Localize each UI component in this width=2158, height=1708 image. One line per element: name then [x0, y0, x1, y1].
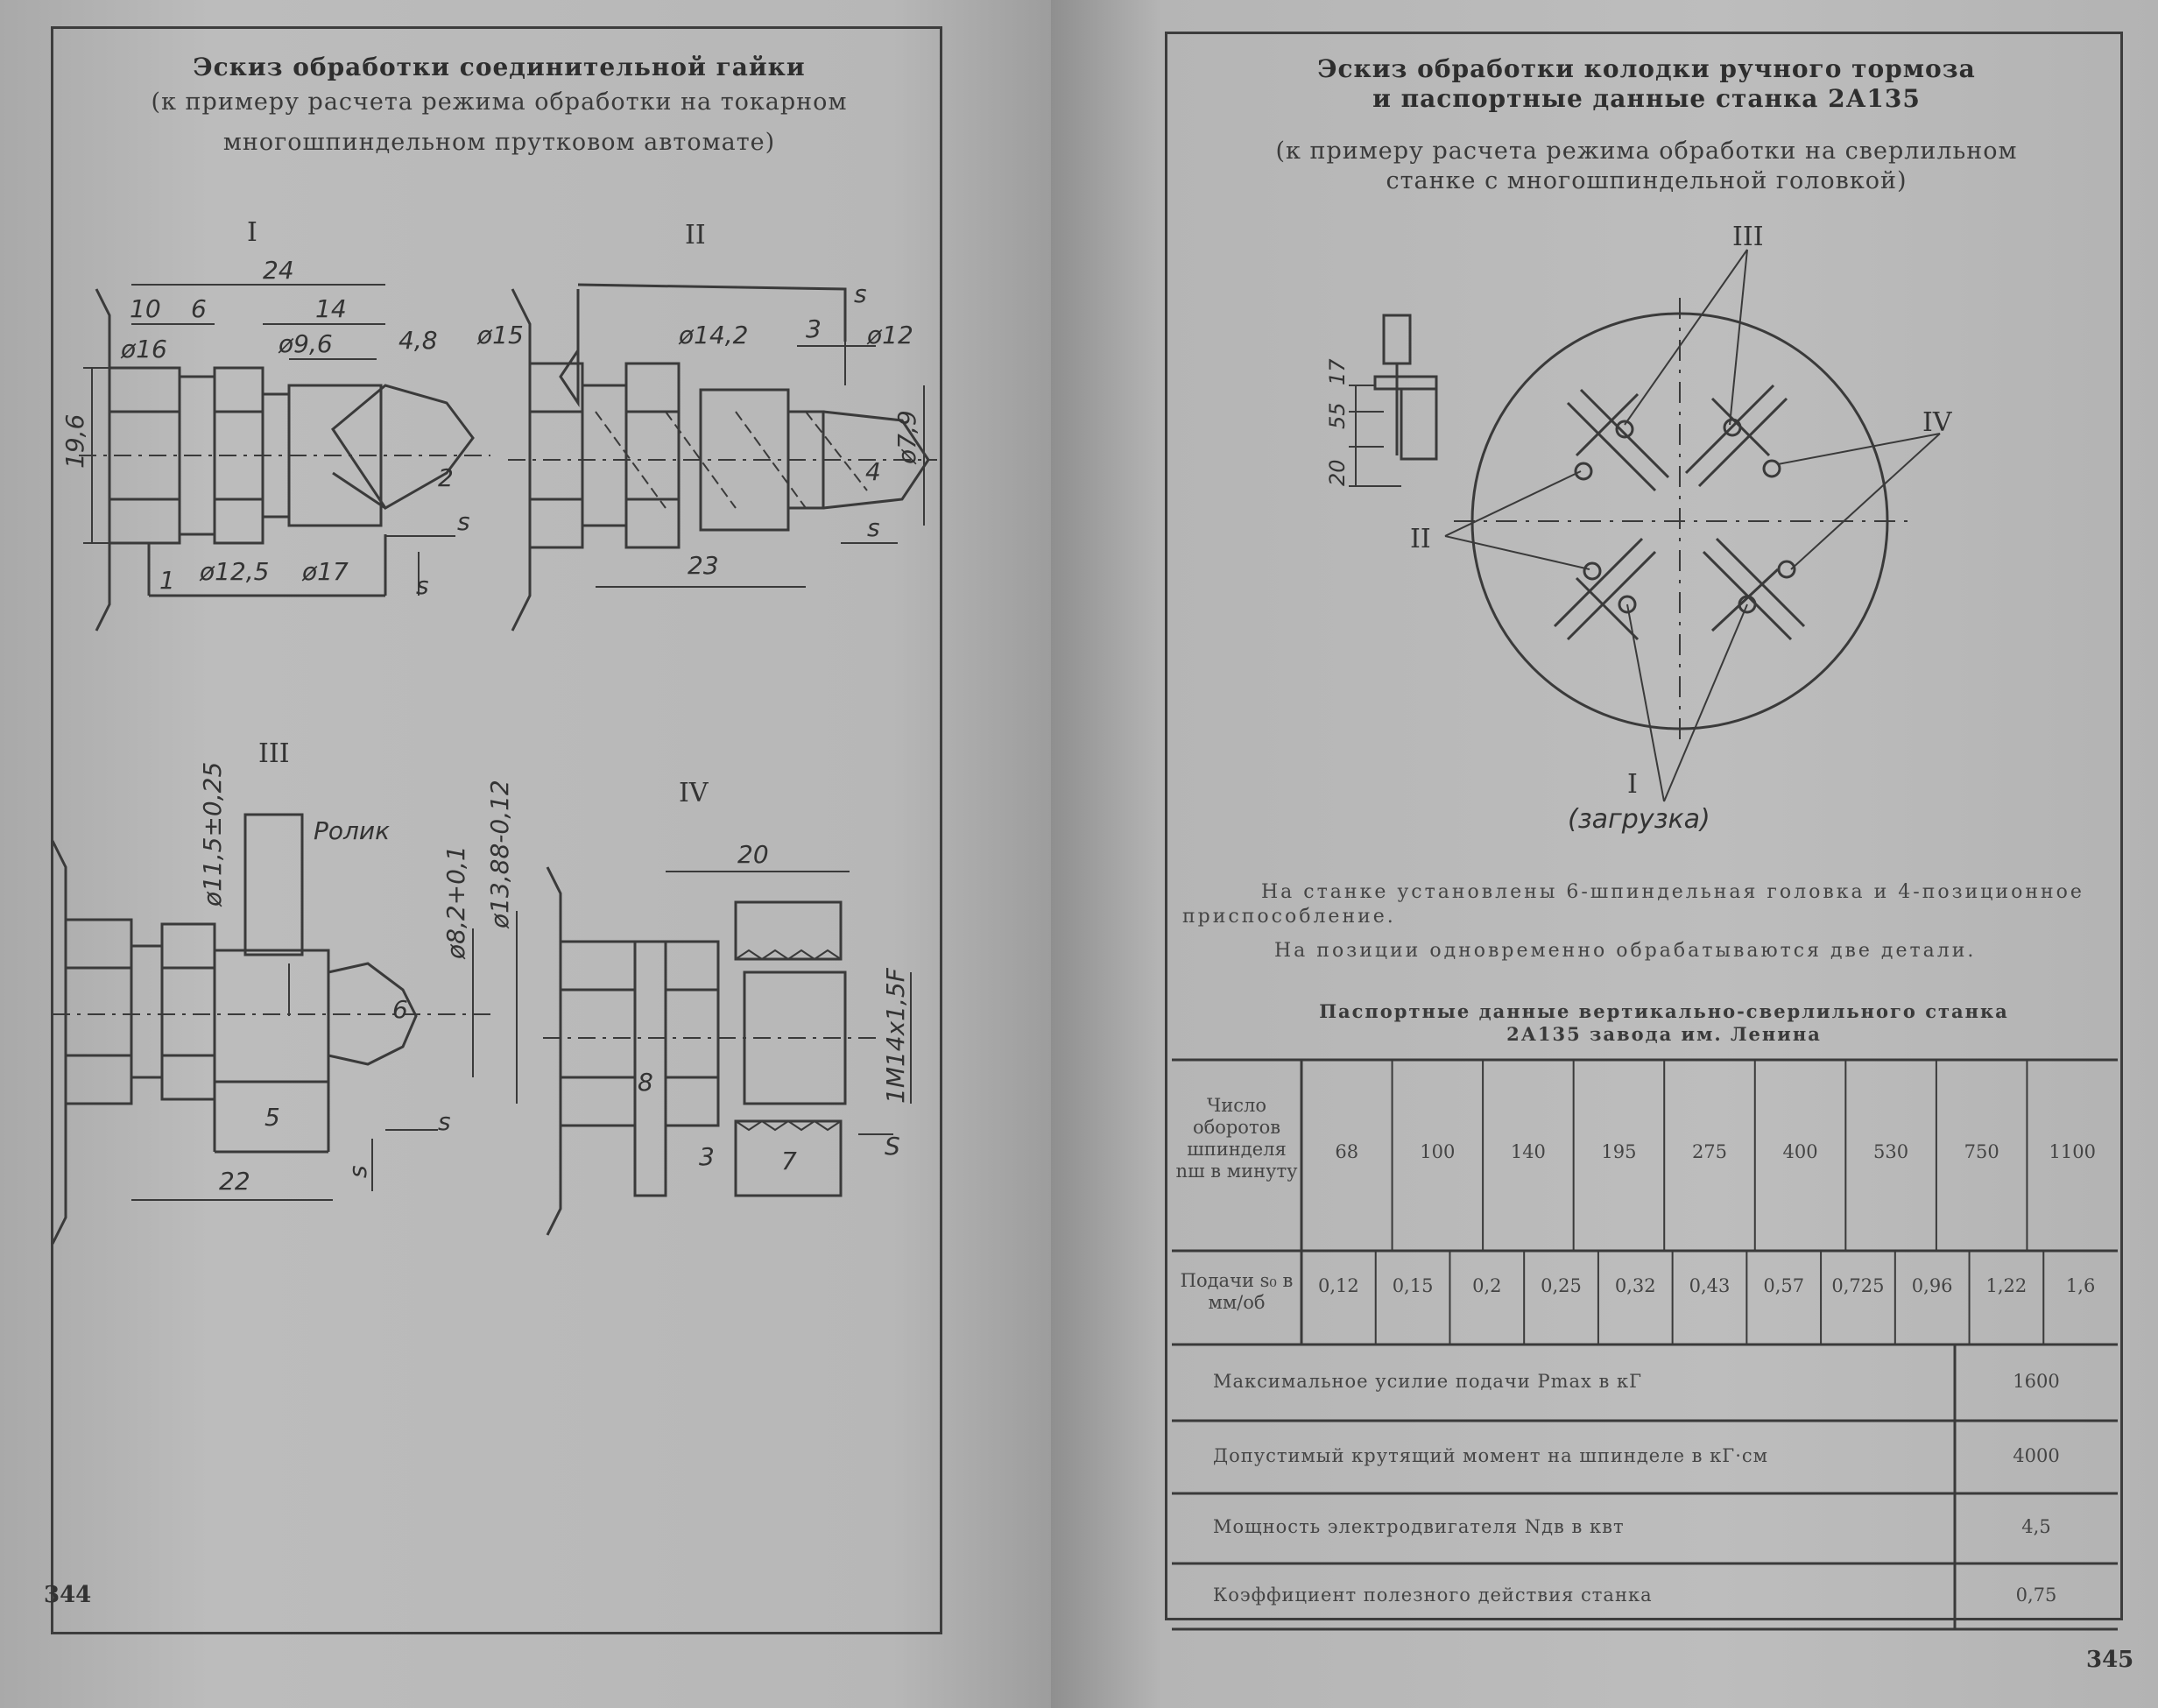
spindle-speed-cell: 68	[1335, 1141, 1359, 1162]
sketch-3-label: III	[258, 738, 290, 769]
right-page-title-line-2: и паспортные данные станка 2А135	[1372, 84, 1921, 113]
dim-22: 22	[219, 1167, 250, 1196]
spindle-speed-cell: 275	[1691, 1141, 1728, 1162]
dim-20: 20	[737, 840, 769, 869]
param-value: 1600	[2013, 1370, 2060, 1392]
feed-cell: 0,25	[1541, 1275, 1582, 1296]
dim-d9-6: ø9,6	[279, 329, 333, 358]
table-caption-line-1: Паспортные данные вертикально-сверлильного станка	[1319, 1000, 2009, 1022]
feed-cell: 0,725	[1831, 1275, 1885, 1296]
note-position: На позиции одновременно обрабатываются две детали.	[1274, 940, 1977, 962]
left-page-subtitle-line-2: многошпиндельном прутковом автомате)	[222, 129, 776, 156]
sketch-4-drawing	[543, 867, 911, 1235]
spindle-speed-cell: 400	[1782, 1141, 1818, 1162]
feed-column-dividers	[1376, 1251, 2044, 1345]
diagram-label-II: II	[1410, 524, 1431, 554]
spindle-speed-cell: 140	[1510, 1141, 1546, 1162]
right-page-subtitle-line-1: (к примеру расчета режима обработки на сверлильном	[1275, 138, 2018, 165]
dim-4-8: 4,8	[398, 326, 438, 355]
feed-cell: 1,6	[2065, 1275, 2096, 1296]
param-label: Максимальное усилие подачи Pmax в кГ	[1213, 1370, 1643, 1392]
feed-cell: 0,43	[1689, 1275, 1731, 1296]
sketch-3-feed-s-horizontal: s	[438, 1107, 451, 1136]
dim-d13-88: ø13,88-0,12	[485, 780, 514, 928]
sketch-3-pos-5: 5	[264, 1103, 280, 1132]
sketch-1-pos-1: 1	[159, 566, 175, 595]
sketch-2-pos-3: 3	[806, 314, 822, 343]
dim-d12: ø12	[867, 321, 913, 349]
dim-3: 3	[699, 1142, 715, 1171]
feed-cell: 0,32	[1614, 1275, 1656, 1296]
right-page-number: 345	[2086, 1647, 2134, 1673]
param-label: Допустимый крутящий момент на шпинделе в кГ·см	[1213, 1444, 1768, 1466]
right-page-title-line-1: Эскиз обработки колодки ручного тормоза	[1317, 54, 1976, 83]
feed-cell: 1,22	[1985, 1275, 2028, 1296]
side-dim-17: 17	[1325, 358, 1350, 385]
feed-cell: 0,2	[1472, 1275, 1502, 1296]
dim-24: 24	[263, 256, 294, 285]
diagram-label-IV: IV	[1922, 407, 1952, 438]
table-caption-line-2: 2А135 завода им. Ленина	[1506, 1023, 1822, 1045]
sketch-3-feed-s-vertical: s	[343, 1165, 372, 1178]
dim-d16: ø16	[121, 335, 167, 363]
param-value: 0,75	[2015, 1584, 2057, 1606]
feed-cell: 0,15	[1392, 1275, 1434, 1296]
param-label: Мощность электродвигателя Nдв в квт	[1213, 1516, 1625, 1537]
diagram-label-III: III	[1732, 222, 1764, 252]
param-label: Коэффициент полезного действия станка	[1213, 1584, 1653, 1606]
spindle-speed-header: Число оборотов шпинделя nш в минуту	[1175, 1095, 1298, 1182]
dim-23: 23	[688, 551, 719, 580]
diagram-label-I: I	[1627, 769, 1638, 800]
feed-header: Подачи s₀ в мм/об	[1180, 1270, 1294, 1313]
sketch-3-pos-6: 6	[392, 995, 408, 1024]
diagram-label-loading: (загрузка)	[1568, 804, 1710, 835]
spindle-speed-cell: 1100	[2049, 1141, 2096, 1162]
sketch-4-label: IV	[679, 778, 709, 808]
dim-d7-9: ø7,9	[892, 410, 921, 464]
feed-cell: 0,57	[1763, 1275, 1805, 1296]
dim-d14-2: ø14,2	[679, 321, 749, 349]
sketch-2-feed-s-horizontal: s	[867, 513, 880, 542]
sketch-2-feed-s-vertical: s	[854, 279, 867, 308]
sketch-4-feed-s: S	[885, 1132, 900, 1161]
spindle-speed-cell: 100	[1420, 1141, 1456, 1162]
feed-cell: 0,96	[1911, 1275, 1953, 1296]
dim-d8-2: ø8,2+0,1	[441, 845, 470, 959]
right-page-subtitle-line-2: станке с многошпиндельной головкой)	[1386, 167, 1908, 194]
sketch-1-label: I	[247, 217, 257, 248]
left-page-number: 344	[44, 1582, 92, 1608]
dim-d17: ø17	[302, 557, 349, 586]
spindle-speed-cell: 750	[1964, 1141, 1999, 1162]
note-equipment: На станке установлены 6-шпиндельная головка и 4-позиционное приспособление.	[1182, 881, 2084, 928]
sketch-2-pos-4: 4	[865, 457, 881, 486]
dim-d15: ø15	[477, 321, 524, 349]
left-sketches	[0, 0, 1051, 1708]
sketch-4-pos-7: 7	[781, 1147, 797, 1175]
left-page-title: Эскиз обработки соединительной гайки	[193, 53, 806, 81]
dim-d11-5: ø11,5±0,25	[198, 761, 227, 907]
side-dim-55: 55	[1325, 402, 1350, 429]
dim-19-6: 19,6	[60, 413, 89, 469]
sketch-4-pos-8: 8	[638, 1068, 653, 1097]
param-value: 4,5	[2021, 1516, 2051, 1537]
dim-10: 10	[130, 294, 161, 323]
feed-cell: 0,12	[1317, 1275, 1359, 1296]
dim-6: 6	[191, 294, 207, 323]
sketch-1-feed-s-horizontal: s	[457, 507, 470, 536]
side-dim-20: 20	[1325, 459, 1350, 486]
left-page-subtitle-line-1: (к примеру расчета режима обработки на токарном	[151, 88, 848, 116]
dim-d12-5: ø12,5	[200, 557, 270, 586]
spindle-speed-cell: 195	[1601, 1141, 1637, 1162]
sketch-2-label: II	[685, 220, 706, 251]
param-value: 4000	[2013, 1444, 2060, 1466]
dim-thread-m14: 1M14x1,5F	[881, 968, 910, 1104]
dim-14: 14	[315, 294, 347, 323]
sketch-1-pos-2: 2	[438, 463, 454, 492]
roller-label: Ролик	[314, 816, 391, 845]
sketch-1-feed-s-vertical: s	[416, 571, 429, 600]
spindle-speed-cell: 530	[1873, 1141, 1909, 1162]
